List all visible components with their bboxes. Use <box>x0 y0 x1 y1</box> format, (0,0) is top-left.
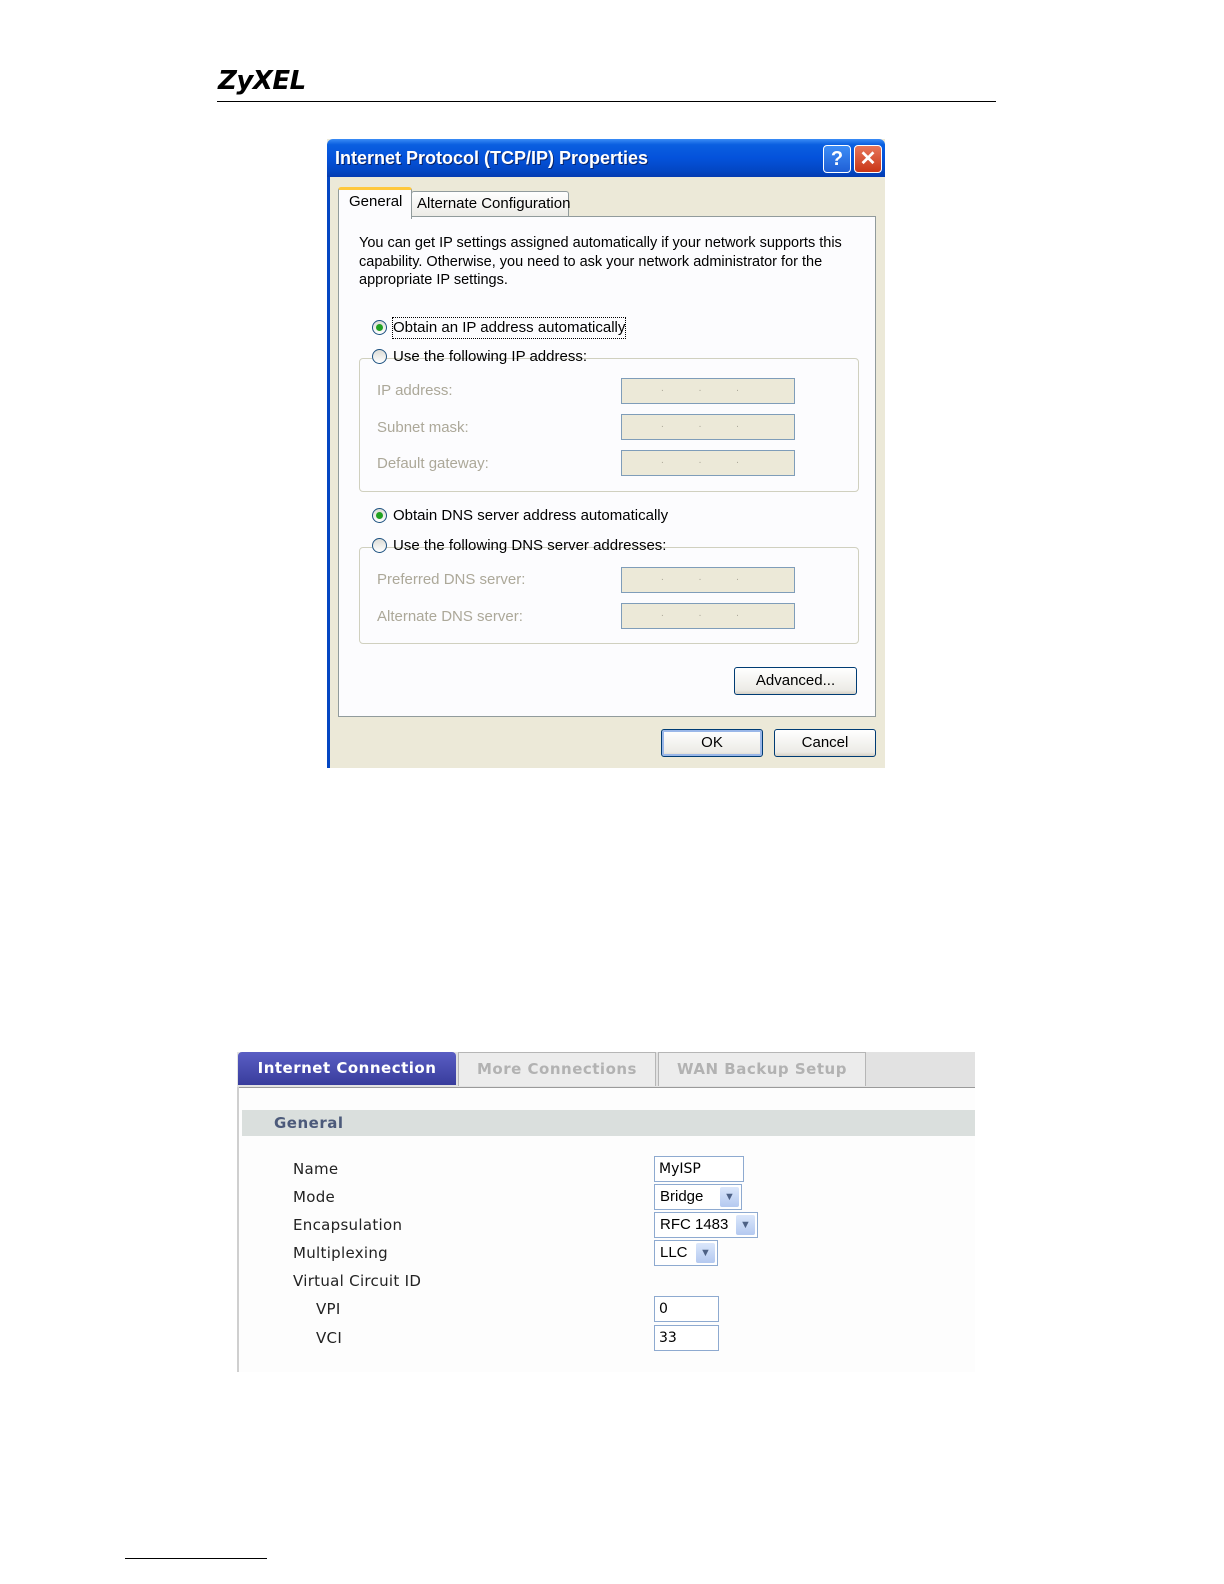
encapsulation-select[interactable] <box>654 1212 758 1238</box>
tab-internet-connection[interactable]: Internet Connection <box>238 1052 456 1085</box>
footer-rule <box>125 1558 267 1559</box>
alternate-dns-field[interactable]: . . . <box>621 603 795 629</box>
router-config-panel <box>237 1052 975 1372</box>
ip-manual-radio[interactable] <box>372 349 387 364</box>
vpi-input[interactable]: 0 <box>654 1296 719 1322</box>
virtual-circuit-id-label: Virtual Circuit ID <box>293 1272 422 1290</box>
cancel-button[interactable]: Cancel <box>774 729 876 757</box>
ip-address-field[interactable]: . . . <box>621 378 795 404</box>
vci-label: VCI <box>316 1329 343 1347</box>
close-button[interactable] <box>854 145 882 173</box>
zyxel-logo: ZyXEL <box>218 66 306 96</box>
name-input[interactable]: MyISP <box>654 1156 744 1182</box>
tab-more-connections[interactable]: More Connections <box>458 1052 656 1086</box>
default-gateway-label: Default gateway: <box>377 455 489 472</box>
vci-input[interactable]: 33 <box>654 1325 719 1351</box>
panel-left-border <box>237 1087 239 1372</box>
dns-manual-radio[interactable] <box>372 538 387 553</box>
ip-address-label: IP address: <box>377 382 453 399</box>
alternate-dns-label: Alternate DNS server: <box>377 608 523 625</box>
ip-auto-label[interactable]: Obtain an IP address automatically <box>393 319 626 336</box>
ip-auto-radio[interactable] <box>372 320 387 335</box>
ok-button[interactable]: OK <box>661 729 763 757</box>
general-tab-panel <box>338 216 876 717</box>
help-icon: ? <box>830 148 844 170</box>
dns-manual-label[interactable]: Use the following DNS server addresses: <box>393 537 667 554</box>
name-label: Name <box>293 1160 339 1178</box>
multiplexing-value: LLC <box>660 1244 688 1261</box>
tab-general[interactable]: General <box>338 187 412 219</box>
chevron-down-icon[interactable]: ▼ <box>696 1243 715 1263</box>
dns-manual-option[interactable] <box>372 536 667 556</box>
tab-alternate-configuration[interactable]: Alternate Configuration <box>411 191 569 216</box>
multiplexing-label: Multiplexing <box>293 1244 388 1262</box>
subnet-mask-field[interactable]: . . . <box>621 414 795 440</box>
dialog-left-border <box>327 177 330 768</box>
ip-manual-label[interactable]: Use the following IP address: <box>393 348 587 365</box>
subnet-mask-label: Subnet mask: <box>377 419 469 436</box>
section-header <box>242 1110 975 1136</box>
section-title: General <box>274 1114 344 1132</box>
dns-auto-radio[interactable] <box>372 508 387 523</box>
chevron-down-icon[interactable]: ▼ <box>720 1187 739 1207</box>
ip-manual-option[interactable] <box>372 347 587 367</box>
mode-value: Bridge <box>660 1188 704 1205</box>
preferred-dns-field[interactable]: . . . <box>621 567 795 593</box>
dialog-title: Internet Protocol (TCP/IP) Properties <box>335 148 649 168</box>
intro-text: You can get IP settings assigned automatically if your network supports this capability. Otherwise, you need to ask your network administrator for the appropriate IP settings. <box>359 235 842 288</box>
default-gateway-field[interactable]: . . . <box>621 450 795 476</box>
chevron-down-icon[interactable]: ▼ <box>736 1215 755 1235</box>
router-tab-bar <box>237 1052 975 1088</box>
preferred-dns-label: Preferred DNS server: <box>377 571 526 588</box>
vpi-label: VPI <box>316 1300 341 1318</box>
dialog-titlebar[interactable] <box>327 139 885 177</box>
help-button[interactable] <box>823 145 851 173</box>
encapsulation-label: Encapsulation <box>293 1216 403 1234</box>
multiplexing-select[interactable] <box>654 1240 718 1266</box>
tcpip-properties-dialog <box>327 139 885 768</box>
dns-auto-label[interactable]: Obtain DNS server address automatically <box>393 507 669 524</box>
dns-server-group <box>359 547 859 644</box>
mode-label: Mode <box>293 1188 336 1206</box>
tab-wan-backup-setup[interactable]: WAN Backup Setup <box>658 1052 866 1086</box>
close-icon: ✕ <box>859 148 877 170</box>
header-rule <box>217 101 996 102</box>
encapsulation-value: RFC 1483 <box>660 1216 729 1233</box>
mode-select[interactable] <box>654 1184 742 1210</box>
advanced-button[interactable]: Advanced... <box>734 667 857 695</box>
